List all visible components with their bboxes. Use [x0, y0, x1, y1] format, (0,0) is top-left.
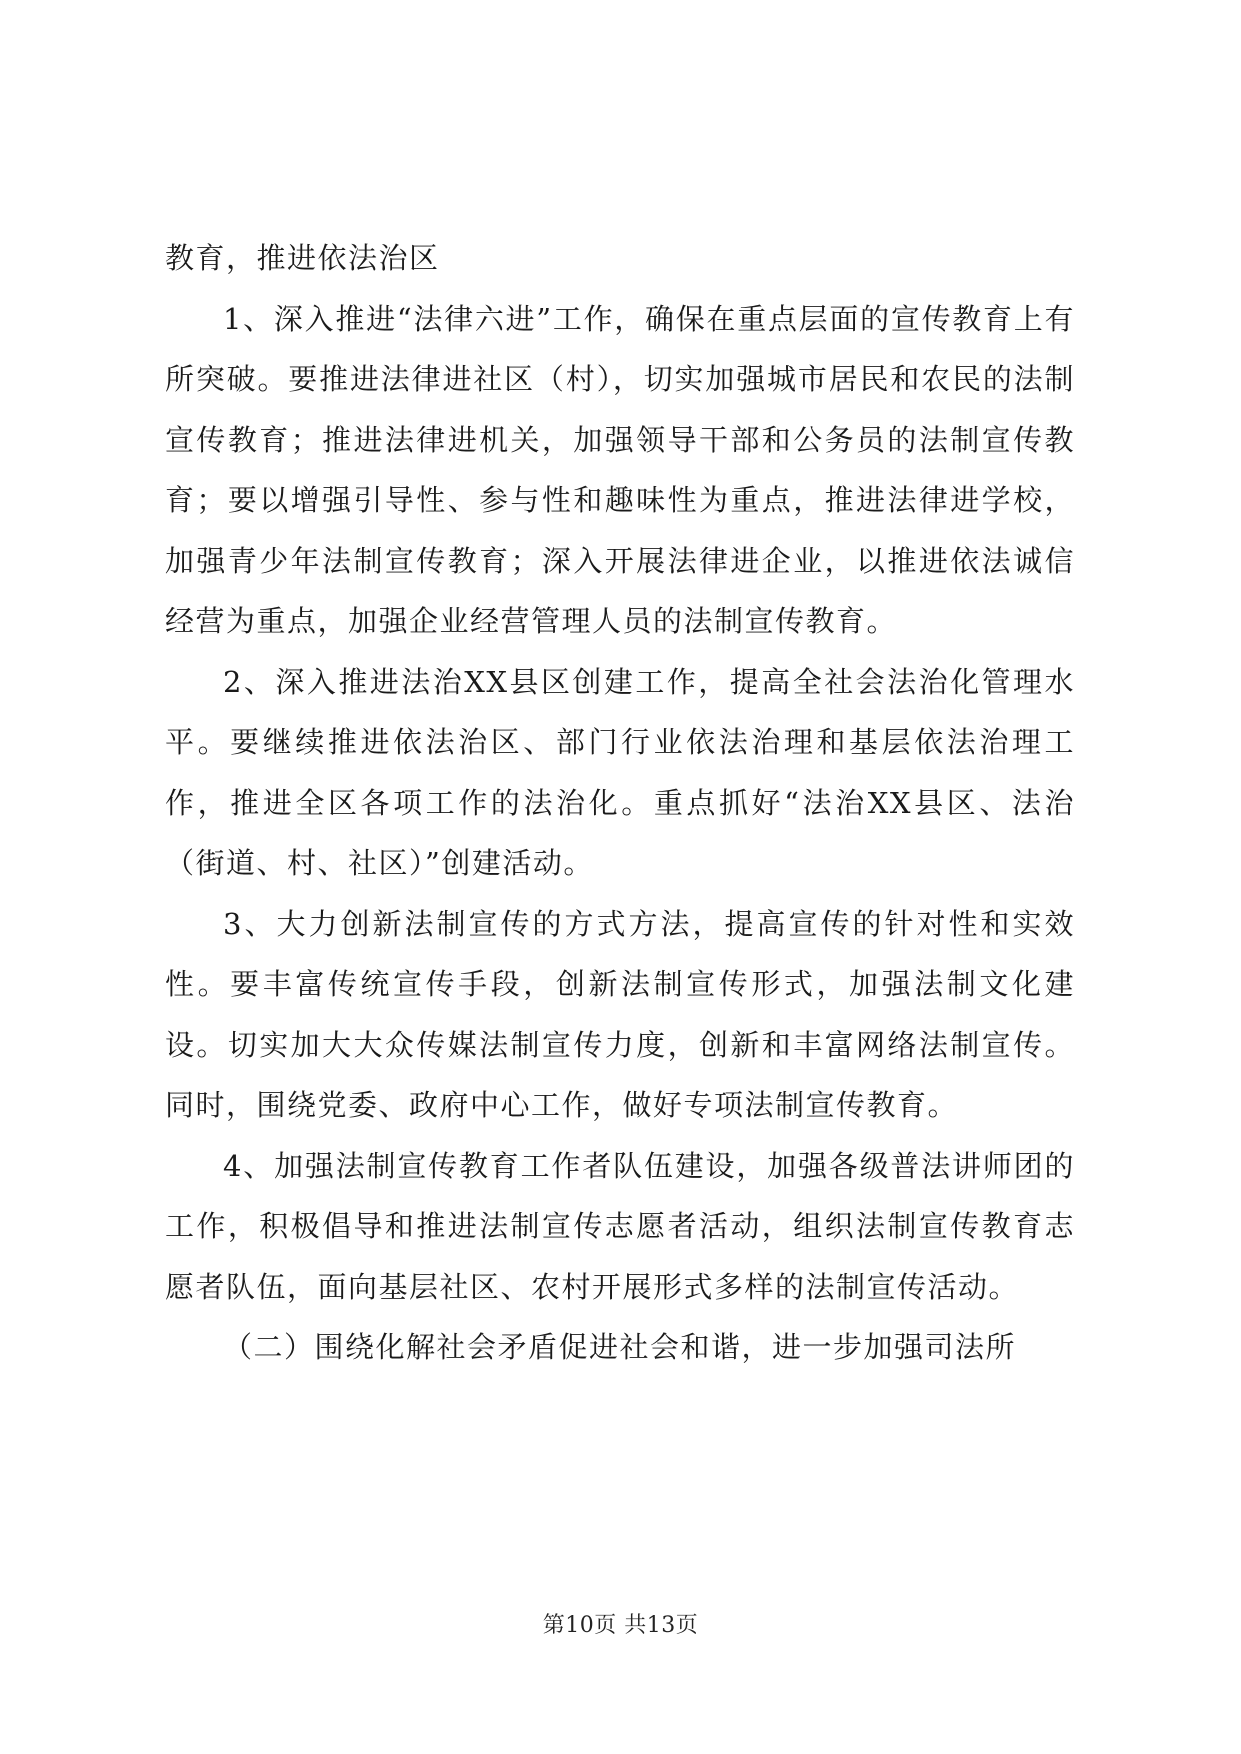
paragraph-item-3: 3、大力创新法制宣传的方式方法，提高宣传的针对性和实效性。要丰富传统宣传手段，创新法制宣传形式，加强法制文化建设。切实加大大众传媒法制宣传力度，创新和丰富网络法制宣传。同时，围绕党委、政府中心工作，做好专项法制宣传教育。 — [165, 906, 1075, 1122]
paragraph-continuation: 教育，推进依法治区 — [165, 241, 440, 275]
section-heading-2: （二）围绕化解社会矛盾促进社会和谐，进一步加强司法所 — [223, 1330, 1017, 1364]
paragraph-item-4: 4、加强法制宣传教育工作者队伍建设，加强各级普法讲师团的工作，积极倡导和推进法制宣传志愿者活动，组织法制宣传教育志愿者队伍，面向基层社区、农村开展形式多样的法制宣传活动。 — [165, 1148, 1075, 1304]
paragraph-item-2: 2、深入推进法治XX县区创建工作，提高全社会法治化管理水平。要继续推进依法治区、部门行业依法治理和基层依法治理工作，推进全区各项工作的法治化。重点抓好“法治XX县区、法治（街道、村、社区）”创建活动。 — [165, 664, 1075, 880]
document-body — [165, 228, 1075, 1378]
page-footer: 第10页 共13页 — [542, 1613, 699, 1638]
paragraph-item-1: 1、深入推进“法律六进”工作，确保在重点层面的宣传教育上有所突破。要推进法律进社区（村），切实加强城市居民和农民的法制宣传教育；推进法律进机关，加强领导干部和公务员的法制宣传教育；要以增强引导性、参与性和趣味性为重点，推进法律进学校，加强青少年法制宣传教育；深入开展法律进企业，以推进依法诚信经营为重点，加强企业经营管理人员的法制宣传教育。 — [165, 301, 1075, 638]
